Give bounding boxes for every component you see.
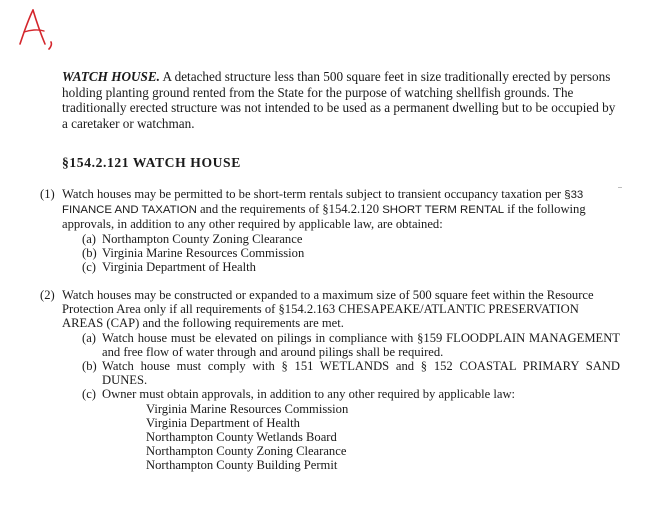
item-text: Watch house must comply with § 151 WETLANDS and § 152 COASTAL PRIMARY SAND DUNES. — [102, 359, 620, 388]
clause-1-text-a: Watch houses may be permitted to be short-term rentals subject to transient occupancy taxation per — [62, 187, 565, 201]
clause-1-reference-finance: §33 FINANCE AND TAXATION — [62, 189, 584, 217]
clause-1-text-b: and the requirements of §154.2.120 — [196, 202, 383, 217]
item-text: Owner must obtain approvals, in addition to any other required by applicable law: — [102, 387, 516, 402]
clause-2 — [40, 288, 620, 473]
handwritten-letter-a-annotation — [14, 6, 58, 50]
item-letter: (a) — [82, 231, 96, 246]
item-text: Northampton County Zoning Clearance — [102, 231, 303, 246]
watch-house-definition — [62, 69, 622, 131]
agency-list-item: Northampton County Wetlands Board — [146, 430, 337, 445]
clause-2-body: Watch houses may be constructed or expanded to a maximum size of 500 square feet within the Resource Protection Area only if all requirements of §154.2.163 CHESAPEAKE/ATLANTIC PRESERVATION AREAS (CAP) and the following requirements are met. — [62, 288, 594, 331]
clause-1-text-c: if the following approvals, in addition to any other required by applicable law, are obtained: — [62, 202, 586, 232]
clause-2-number: (2) — [40, 288, 55, 302]
clause-1-body — [62, 187, 620, 232]
item-text: Virginia Department of Health — [102, 260, 256, 275]
agency-list-item: Northampton County Building Permit — [146, 458, 338, 473]
agency-list-item: Virginia Department of Health — [146, 415, 300, 430]
definition-text: A detached structure less than 500 square feet in size traditionally erected by persons holding planting ground rented from the State for the purpose of watching shellfish grounds. The traditionally erected structure was not intended to be used as a permanent dwelling but to be occupied by a caretaker or watchman. — [62, 69, 616, 131]
clause-1-reference-short-term-rental: SHORT TERM RENTAL — [382, 204, 505, 217]
clause-2-item-b — [40, 359, 620, 387]
clause-1-item-a — [40, 232, 620, 246]
clause-2-item-c — [40, 387, 620, 401]
agency-list-item: Virginia Marine Resources Commission — [146, 401, 349, 416]
item-letter: (a) — [82, 330, 96, 345]
clause-1-number: (1) — [40, 187, 55, 201]
definition-term: WATCH HOUSE. — [62, 69, 160, 84]
item-letter: (c) — [82, 387, 96, 402]
item-letter: (c) — [82, 260, 96, 275]
item-letter: (b) — [82, 359, 97, 374]
clause-1-item-b — [40, 246, 620, 260]
item-text: Virginia Marine Resources Commission — [102, 245, 305, 260]
agency-list-item: Northampton County Zoning Clearance — [146, 444, 347, 459]
item-text: Watch house must be elevated on pilings in compliance with §159 FLOODPLAIN MANAGEMENT and free flow of water through and around pilings shall be required. — [102, 330, 620, 359]
item-letter: (b) — [82, 245, 97, 260]
clause-2-item-a — [40, 331, 620, 359]
clause-1-item-c — [40, 260, 620, 274]
clause-1 — [40, 187, 620, 274]
section-heading: §154.2.121 WATCH HOUSE — [62, 155, 241, 170]
